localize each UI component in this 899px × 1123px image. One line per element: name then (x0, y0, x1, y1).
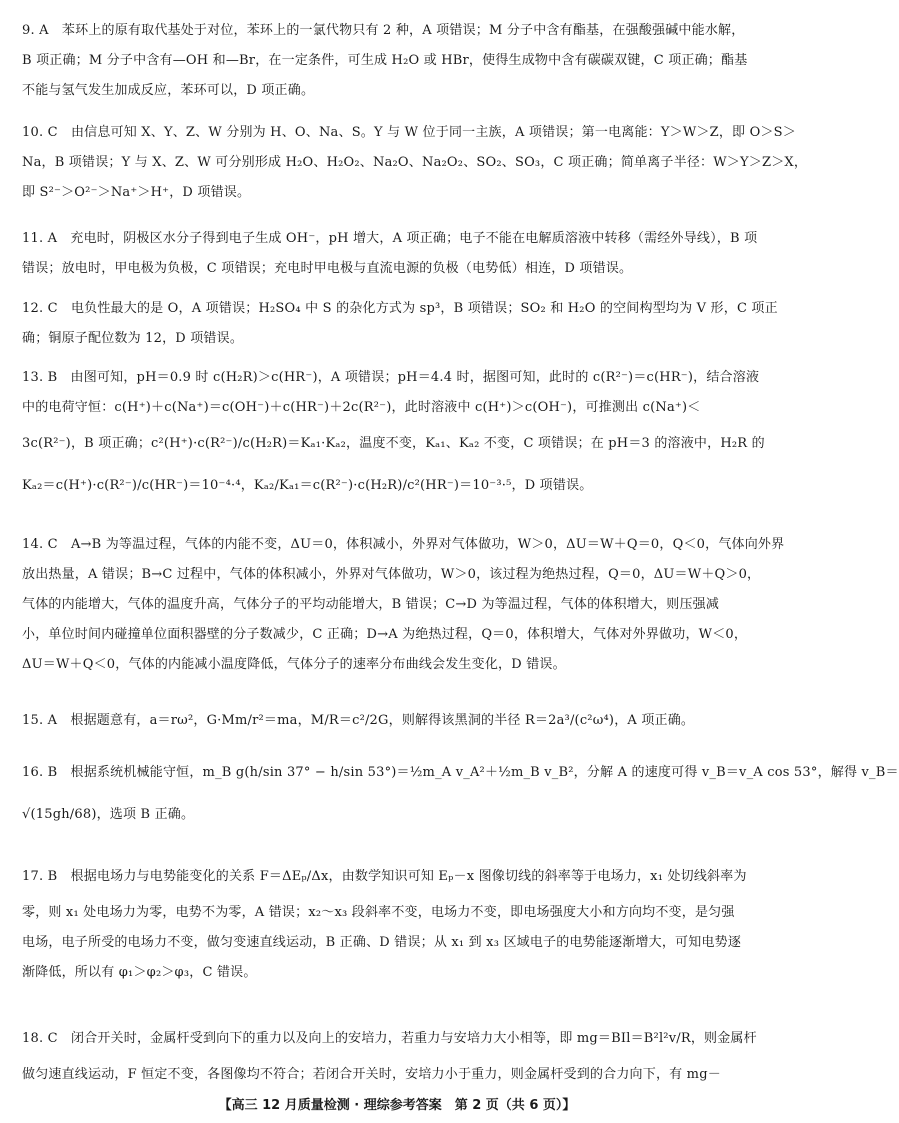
text-line: 中的电荷守恒：c(H⁺)＋c(Na⁺)＝c(OH⁻)＋c(HR⁻)＋2c(R²⁻)，此时溶液中 c(H⁺)＞c(OH⁻)，可推测出 c(Na⁺)＜ (22, 400, 701, 415)
text-line: 气体的内能增大，气体的温度升高，气体分子的平均动能增大，B 错误；C→D 为等温过程，气体的体积增大，则压强减 (22, 597, 720, 612)
answer-item-17 (22, 856, 774, 988)
text-line: 即 S²⁻＞O²⁻＞Na⁺＞H⁺，D 项错误。 (22, 185, 251, 200)
answer-item-12 (22, 294, 778, 354)
text-line: 零，则 x₁ 处电场力为零，电势不为零，A 错误；x₂～x₃ 段斜率不变，电场力不变，即电场强度大小和方向均不变，是匀强 (22, 905, 735, 920)
text-line: 14. C A→B 为等温过程，气体的内能不变，ΔU＝0，体积减小，外界对气体做功，W＞0，ΔU＝W＋Q＝0，Q＜0，气体向外界 (22, 537, 785, 552)
text-line: 确；铜原子配位数为 12，D 项错误。 (22, 331, 244, 346)
text-line: 不能与氢气发生加成反应，苯环可以，D 项正确。 (22, 83, 315, 98)
text-line: 12. C 电负性最大的是 O，A 项错误；H₂SO₄ 中 S 的杂化方式为 sp³，B 项错误；SO₂ 和 H₂O 的空间构型均为 V 形，C 项正 (22, 301, 778, 316)
text-line: ΔU＝W＋Q＜0，气体的内能减小温度降低，气体分子的速率分布曲线会发生变化，D 错误。 (22, 657, 566, 672)
text-line: 小，单位时间内碰撞单位面积器壁的分子数减少，C 正确；D→A 为绝热过程，Q＝0，体积增大，气体对外界做功，W＜0， (22, 627, 748, 642)
text-line: 9. A 苯环上的原有取代基处于对位，苯环上的一氯代物只有 2 种，A 项错误；M 分子中含有酯基，在强酸强碱中能水解， (22, 23, 745, 38)
text-line: √(15gh/68)，选项 B 正确。 (22, 807, 195, 822)
text-line: B 项正确；M 分子中含有—OH 和—Br，在一定条件，可生成 H₂O 或 HBr，使得生成物中含有碳碳双键，C 项正确；酯基 (22, 53, 748, 68)
text-line: 电场，电子所受的电场力不变，做匀变速直线运动，B 正确、D 错误；从 x₁ 到 x₃ 区域电子的电势能逐渐增大，可知电势逐 (22, 935, 742, 950)
text-line: 10. C 由信息可知 X、Y、Z、W 分别为 H、O、Na、S。Y 与 W 位于同一主族，A 项错误；第一电离能：Y＞W＞Z，即 O＞S＞ (22, 125, 796, 140)
answer-item-13 (22, 363, 774, 507)
text-line: 错误；放电时，甲电极为负极，C 项错误；充电时甲电极与直流电源的负极（电势低）相连，D 项错误。 (22, 261, 633, 276)
text-line: 13. B 由图可知，pH＝0.9 时 c(H₂R)＞c(HR⁻)，A 项错误；pH＝4.4 时，据图可知，此时的 c(R²⁻)＝c(HR⁻)，结合溶液 (22, 370, 760, 385)
text-line: 11. A 充电时，阴极区水分子得到电子生成 OH⁻，pH 增大，A 项正确；电子不能在电解质溶液中转移（需经外导线），B 项 (22, 231, 758, 246)
answer-item-11 (22, 224, 774, 284)
text-line: Na，B 项错误；Y 与 X、Z、W 可分别形成 H₂O、H₂O₂、Na₂O、Na₂O₂、SO₂、SO₃，C 项正确；简单离子半径：W＞Y＞Z＞X， (22, 155, 808, 170)
text-line: 16. B 根据系统机械能守恒，m_B g(h/sin 37° − h/sin 53°)＝½m_A v_A²＋½m_B v_B²，分解 A 的速度可得 v_B＝v_A cos 53°，解得 v_B＝ (22, 765, 899, 780)
answer-item-14 (22, 530, 785, 680)
answer-item-9 (22, 16, 774, 106)
answer-item-18 (22, 1018, 774, 1090)
answer-item-16 (22, 752, 899, 836)
text-line: Kₐ₂＝c(H⁺)·c(R²⁻)/c(HR⁻)＝10⁻⁴·⁴，Kₐ₂/Kₐ₁＝c(R²⁻)·c(H₂R)/c²(HR⁻)＝10⁻³·⁵，D 项错误。 (22, 478, 593, 493)
text-line: 渐降低，所以有 φ₁＞φ₂＞φ₃，C 错误。 (22, 965, 257, 980)
text-line: 做匀速直线运动，F 恒定不变，各图像均不符合；若闭合开关时，安培力小于重力，则金属杆受到的合力向下，有 mg－ (22, 1067, 721, 1082)
answer-item-15 (22, 700, 774, 742)
text-line: 15. A 根据题意有，a＝rω²，G·Mm/r²＝ma，M/R＝c²/2G，则解得该黑洞的半径 R＝2a³/(c²ω⁴)，A 项正确。 (22, 713, 695, 728)
text-line: 18. C 闭合开关时，金属杆受到向下的重力以及向上的安培力，若重力与安培力大小相等，即 mg＝BIl＝B²l²v/R，则金属杆 (22, 1031, 757, 1046)
page-footer: 【高三 12 月质量检测 · 理综参考答案 第 2 页（共 6 页）】 (218, 1098, 576, 1113)
text-line: 放出热量，A 错误；B→C 过程中，气体的体积减小，外界对气体做功，W＞0，该过程为绝热过程，Q＝0，ΔU＝W＋Q＞0， (22, 567, 761, 582)
text-line: 17. B 根据电场力与电势能变化的关系 F＝ΔEₚ/Δx，由数学知识可知 Eₚ－x 图像切线的斜率等于电场力，x₁ 处切线斜率为 (22, 869, 747, 884)
text-line: 3c(R²⁻)，B 项正确；c²(H⁺)·c(R²⁻)/c(H₂R)＝Kₐ₁·Kₐ₂，温度不变，Kₐ₁、Kₐ₂ 不变，C 项错误；在 pH＝3 的溶液中，H₂R 的 (22, 436, 765, 451)
answer-item-10 (22, 118, 808, 208)
